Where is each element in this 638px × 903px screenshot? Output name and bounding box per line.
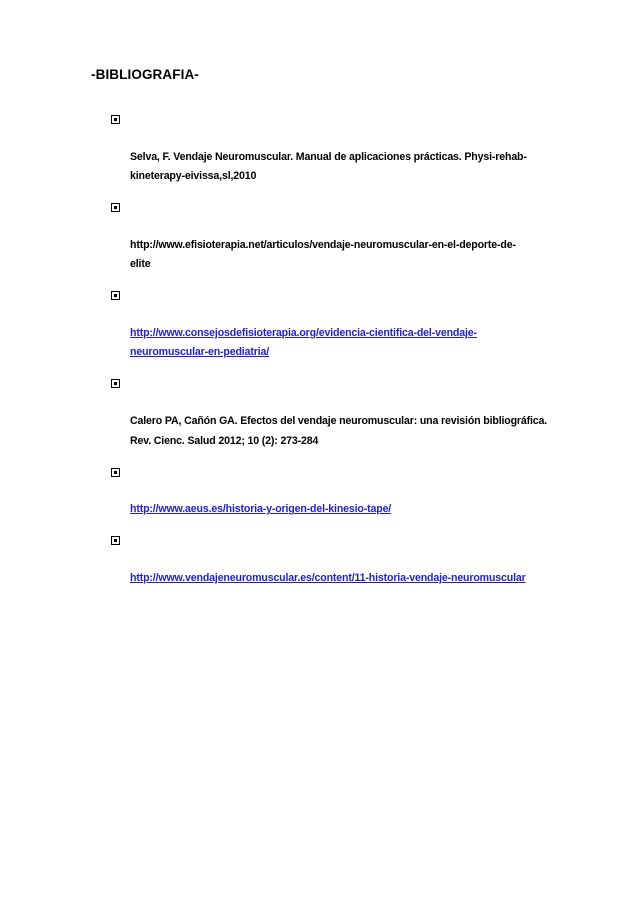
checkbox-bullet-icon	[111, 203, 120, 212]
checkbox-bullet-icon	[111, 536, 120, 545]
checkbox-bullet-icon	[111, 291, 120, 300]
bibliography-heading: -BIBLIOGRAFIA-	[91, 67, 199, 82]
reference-link[interactable]: http://www.consejosdefisioterapia.org/evidencia-cientifica-del-vendaje- neuromuscular-en-pediatria/	[130, 327, 477, 359]
reference-text: Selva, F. Vendaje Neuromuscular. Manual de aplicaciones prácticas. Physi-rehab- kineterapy-eivissa,sl,2010	[130, 150, 527, 183]
bibliography-entry	[111, 373, 581, 451]
reference-text: Calero PA, Cañón GA. Efectos del vendaje neuromuscular: una revisión bibliográfica. Rev. Cienc. Salud 2012; 10 (2): 273-284	[130, 415, 548, 447]
reference-link[interactable]: http://www.vendajeneuromuscular.es/content/11-historia-vendaje-neuromuscular	[130, 572, 526, 585]
bibliography-list	[111, 109, 581, 599]
checkbox-bullet-icon	[111, 379, 120, 388]
reference-url-text: http://www.efisioterapia.net/articulos/vendaje-neuromuscular-en-el-deporte-de- elite	[130, 238, 516, 271]
bibliography-entry	[111, 462, 581, 520]
checkbox-bullet-icon	[111, 468, 120, 477]
bibliography-entry	[111, 109, 581, 187]
checkbox-bullet-icon	[111, 115, 120, 124]
bibliography-entry	[111, 530, 581, 588]
bibliography-entry	[111, 285, 581, 363]
bibliography-entry	[111, 197, 581, 275]
reference-link[interactable]: http://www.aeus.es/historia-y-origen-del-kinesio-tape/	[130, 503, 392, 516]
